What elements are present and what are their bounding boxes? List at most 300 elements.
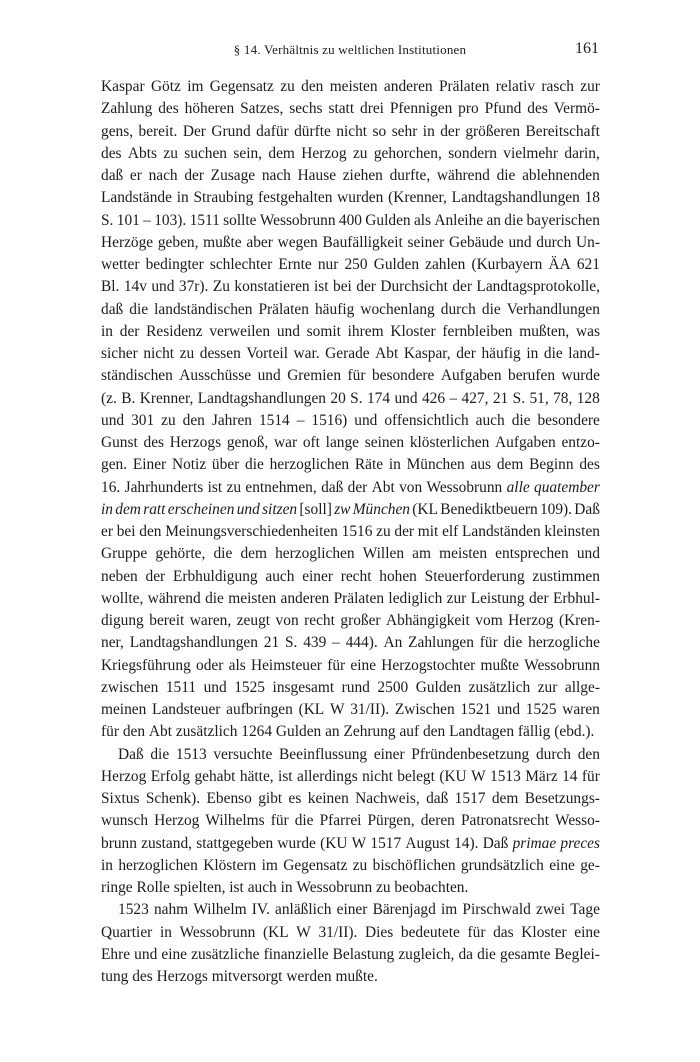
word: Hause [297, 167, 337, 184]
word: relativ [495, 78, 536, 95]
word: geben, [157, 233, 199, 251]
word: genoß, [226, 434, 269, 451]
text-line [101, 321, 600, 343]
word: Erbhuldigung [172, 567, 258, 585]
word: 426 [421, 389, 446, 407]
word: pro [458, 100, 479, 118]
word: dafür [256, 122, 289, 140]
word: kleinsten [544, 523, 600, 540]
word: Gegensatz [283, 856, 348, 874]
word: den [182, 411, 205, 429]
word: S. [101, 211, 114, 229]
word: recht [304, 612, 335, 629]
word: ziehen [342, 167, 383, 184]
word: wegen [277, 233, 318, 251]
word: Nachweis, [355, 790, 420, 807]
word: Daß [574, 500, 600, 518]
word: (z. [101, 389, 117, 407]
text-line [101, 810, 600, 832]
word: wurden [337, 189, 384, 207]
word: deren [420, 812, 455, 830]
word: so [372, 122, 387, 140]
word: oder [196, 656, 224, 674]
word: keinen [307, 790, 349, 807]
italic-word: preces [560, 834, 600, 852]
word: gesamte [500, 945, 551, 963]
word: entzo- [561, 434, 600, 451]
word: 301 [131, 411, 155, 429]
word: Beglei- [554, 945, 600, 963]
word: zur [446, 589, 467, 607]
word: Herzogs [156, 968, 208, 985]
word: die [543, 345, 563, 362]
word: Tage [570, 901, 600, 919]
word: stattgegeben [196, 834, 274, 852]
word: rund [341, 678, 370, 696]
word: 1525 [234, 678, 265, 696]
word: für [479, 634, 498, 652]
word: dürfte [294, 122, 331, 140]
word: 14). [454, 834, 479, 852]
word: zu [376, 523, 391, 540]
word: B. [121, 389, 136, 407]
word: eine [350, 656, 377, 674]
word: die [150, 745, 170, 763]
word: Bärenjagd [372, 901, 436, 919]
word: Gunst [101, 434, 138, 451]
word: 400 [338, 211, 362, 229]
word: auch [247, 879, 277, 896]
word: IV. [251, 901, 270, 919]
word: verweilen [209, 322, 271, 340]
word: (KL [412, 500, 438, 518]
word: Wessobrunn [296, 879, 373, 896]
word: neben [101, 567, 138, 585]
word: belegt [397, 767, 435, 785]
word: aus [470, 456, 492, 474]
word: lediglich [388, 589, 443, 607]
word: Der [182, 122, 206, 140]
word: hätte, [239, 767, 274, 785]
word: zeugt [236, 612, 271, 629]
word: der [119, 322, 140, 340]
word: höheren [184, 100, 235, 118]
text-line [101, 566, 600, 588]
word: darin, [564, 144, 600, 162]
word: Ehre [101, 945, 131, 963]
word: wetter [101, 256, 140, 273]
word: daß [426, 790, 449, 807]
text-line [101, 121, 600, 143]
word: – [449, 389, 458, 407]
text-line [101, 432, 600, 454]
word: was [576, 322, 600, 340]
word: das [493, 923, 514, 941]
word: Jahrhunderts [124, 478, 204, 496]
word: Anleihe [434, 211, 484, 229]
word: durch [440, 300, 476, 318]
word: ringe [101, 879, 133, 896]
word: Vorteil [246, 345, 288, 362]
word: beobachten. [394, 879, 469, 896]
word: Pfund [484, 100, 522, 118]
word: wunsch [101, 812, 149, 830]
word: 621 [576, 256, 600, 273]
word: Verhandlungen [506, 300, 600, 318]
word: 18 [584, 189, 600, 207]
word: gibt [258, 790, 283, 807]
word: Abt [371, 478, 395, 496]
page-number: 161 [575, 40, 599, 57]
italic-word: dem [115, 500, 141, 518]
word: 14 [562, 767, 578, 785]
word: als [413, 211, 432, 229]
word: 1513 [175, 745, 207, 763]
word: zu [161, 411, 176, 429]
word: (Kurbayern [471, 256, 543, 273]
word: waren, [189, 612, 232, 629]
word: zu [376, 879, 391, 896]
word: in [388, 456, 401, 474]
word: und [394, 389, 418, 407]
word: sein, [233, 144, 263, 162]
word: 1517 [454, 790, 486, 807]
word: Residenz [146, 322, 203, 340]
word: Vermö- [553, 100, 600, 118]
text-line [101, 299, 600, 321]
word: ist [314, 278, 329, 296]
word: anderen [383, 78, 433, 95]
text-line [101, 365, 600, 387]
word: 427, [461, 389, 489, 407]
word: der [145, 567, 166, 585]
word: W [351, 834, 367, 852]
text-line [101, 165, 600, 187]
word: häufig [314, 300, 355, 318]
word: der [356, 278, 376, 296]
word: Zehrung [343, 723, 396, 741]
text-line [101, 454, 600, 476]
section-title: § 14. Verhältnis zu weltlichen Institutionen [233, 42, 467, 57]
word: herzoglichen [118, 856, 198, 874]
word: Räte [354, 456, 384, 474]
word: daß [321, 478, 344, 496]
word: ist [278, 767, 293, 785]
word: dem [240, 545, 267, 563]
word: den [577, 745, 600, 763]
word: er [101, 523, 113, 540]
word: einer [336, 901, 368, 919]
word: in [526, 345, 539, 362]
word: der [184, 167, 204, 184]
word: von [399, 478, 423, 496]
word: – [332, 634, 340, 652]
word: (KL [262, 923, 289, 941]
word: die [129, 300, 149, 318]
word: oft [302, 434, 320, 451]
word: die [481, 300, 501, 318]
word: – [143, 211, 151, 229]
italic-word: alle [506, 478, 530, 496]
word: und [496, 701, 521, 718]
word: Gulden [415, 678, 462, 696]
text-line [101, 677, 600, 699]
word: nach [261, 167, 291, 184]
word: 1517 [370, 834, 402, 852]
word: Pfründenbesetzung [411, 745, 530, 763]
word: Ernte [278, 256, 312, 273]
word: 31/II). [318, 923, 358, 941]
word: rasch [541, 78, 574, 95]
word: meisten [439, 545, 488, 563]
word: 51, [529, 389, 549, 407]
word: einer [302, 567, 333, 585]
word: zu [280, 78, 295, 95]
word: Zahlungen [408, 634, 474, 652]
word: lange [325, 434, 360, 451]
word: zahlen [425, 256, 466, 273]
word: statt [328, 100, 355, 118]
word: Prälaten [438, 78, 490, 95]
word: und [101, 411, 125, 429]
word: Landtagshandlungen [197, 389, 326, 407]
text-line [101, 699, 600, 721]
word: zu [352, 856, 368, 874]
word: dem [491, 790, 519, 807]
word: 1511 [165, 678, 197, 696]
word: besondere [371, 367, 435, 385]
word: zwischen [101, 678, 159, 696]
word: zur [537, 678, 558, 696]
word: Jahren [211, 411, 252, 429]
word: Herzogs [169, 434, 222, 451]
word: der [394, 523, 415, 540]
word: zu [163, 144, 178, 162]
word: herzogliche [528, 634, 600, 652]
word: Quartier [101, 923, 153, 941]
word: auf [399, 723, 420, 741]
word: suchen [184, 144, 228, 162]
word: wurde [277, 834, 316, 852]
word: wochenlang [360, 300, 435, 318]
word: es [288, 790, 302, 807]
text-line [101, 254, 600, 276]
word: dessen [199, 345, 241, 362]
text-line [101, 610, 600, 632]
word: August [405, 834, 450, 852]
word: zusätzlich [468, 678, 531, 696]
word: anläßlich [275, 901, 332, 919]
word: anderen [280, 589, 330, 607]
word: durfte, [389, 167, 431, 184]
text-line [101, 232, 600, 254]
word: insgesamt [272, 678, 335, 696]
word: Un- [576, 233, 600, 251]
word: der [456, 345, 476, 362]
word: Zahlung [101, 100, 153, 118]
word: mitversorgt [211, 968, 283, 985]
word: in [280, 879, 293, 896]
word: 1516 [341, 523, 373, 540]
word: 1514 [258, 411, 290, 429]
word: 1513 [490, 767, 521, 785]
word: der [347, 478, 368, 496]
word: (KL [298, 701, 325, 718]
word: meinen [101, 701, 147, 718]
word: ständischen [101, 367, 173, 385]
word: Landstände [101, 189, 172, 207]
word: Benediktbeuern [440, 500, 538, 518]
running-head [0, 40, 700, 62]
italic-word: sitzen [262, 500, 298, 518]
word: konstatieren [234, 278, 310, 296]
word: (Krenner, [388, 189, 447, 207]
word: bischöflichen [372, 856, 456, 874]
word: offensichtlich [384, 411, 469, 429]
word: die [213, 545, 233, 563]
word: den [422, 723, 446, 741]
word: Pürgen, [367, 812, 415, 830]
word: war [274, 434, 298, 451]
word: Rolle [136, 879, 170, 896]
word: wurde [561, 367, 600, 385]
word: größeren [465, 122, 521, 140]
text-line [101, 899, 600, 921]
word: versuchte [213, 745, 273, 763]
word: Pfennigen [389, 100, 453, 118]
text-line [101, 76, 600, 98]
word: Abt [375, 345, 399, 362]
word: 109). [539, 500, 573, 518]
word: über [211, 456, 240, 474]
word: an [325, 723, 340, 741]
word: finanzielle [263, 945, 329, 963]
text-line [101, 766, 600, 788]
word: 174 [366, 389, 391, 407]
word: entsprechen [495, 545, 569, 563]
word: Heimsteuer [250, 656, 322, 674]
word: Gremien [287, 367, 342, 385]
word: für [581, 767, 600, 785]
word: Wessobrunn [259, 211, 336, 229]
word: Notiz [171, 456, 207, 474]
word: Meinungsverschiedenheiten [165, 523, 338, 540]
word: gehorchen, [373, 144, 442, 162]
word: die [504, 211, 524, 229]
word: Kloster [390, 322, 436, 340]
word: waren [562, 701, 600, 718]
word: zwei [535, 901, 566, 919]
word: einer [373, 745, 405, 763]
word: 1516) [311, 411, 348, 429]
word: im [261, 856, 278, 874]
text-line [101, 187, 600, 209]
text-line [101, 744, 600, 766]
word: Krenner, [139, 389, 194, 407]
word: die [205, 589, 224, 607]
word: Landtagen [449, 723, 515, 741]
word: Herzog [301, 144, 347, 162]
word: Daß [118, 745, 144, 763]
word: zu [179, 345, 195, 362]
word: des [579, 456, 600, 474]
word: Prälaten [258, 300, 309, 318]
word: 20 [330, 389, 346, 407]
word: bayerischen [526, 211, 600, 229]
word: Kriegsführung [101, 656, 191, 674]
word: zugleich, [398, 945, 455, 963]
text-line [101, 343, 600, 365]
word: Erbhul- [552, 589, 600, 607]
word: (Kren- [558, 612, 600, 629]
word: München [406, 456, 465, 474]
word: Gebäude [449, 233, 504, 251]
word: ÄA [548, 256, 571, 273]
word: und [134, 945, 158, 963]
word: aufbringen [226, 701, 293, 718]
word: Herzog [154, 812, 200, 830]
word: W [296, 923, 311, 941]
word: W [329, 701, 345, 718]
word: nicht [143, 345, 175, 362]
italic-word: zw [334, 500, 351, 518]
word: elf [442, 523, 459, 540]
text-line [101, 543, 600, 565]
word: drei [360, 100, 384, 118]
word: nahm [153, 901, 189, 919]
word: brunn [101, 834, 137, 852]
word: 21 [263, 634, 280, 652]
word: Beginn [529, 456, 574, 474]
word: Gulden [365, 211, 411, 229]
text-line [101, 877, 600, 899]
word: Ebenso [206, 790, 252, 807]
word: – [296, 411, 305, 429]
word: Einer [132, 456, 167, 474]
word: Abhängigkeit [386, 612, 470, 629]
italic-word: erscheinen [167, 500, 235, 518]
word: 101 [116, 211, 140, 229]
text-line [101, 276, 600, 298]
italic-word: quatember [534, 478, 600, 496]
word: 14v [123, 278, 147, 296]
word: herzoglichen [275, 545, 355, 563]
word: gehörte, [155, 545, 206, 563]
word: für [467, 923, 486, 941]
word: Schenk). [145, 790, 201, 807]
word: die [477, 945, 496, 963]
word: an [486, 211, 501, 229]
word: Beeinflussung [279, 745, 368, 763]
word: den [139, 523, 162, 540]
word: daß [101, 167, 124, 184]
word: (KU [439, 767, 467, 785]
word: Zu [212, 278, 230, 296]
word: häufig [481, 345, 521, 362]
word: Prälaten [333, 589, 385, 607]
word: 1523 [118, 901, 149, 919]
word: Gulden [373, 256, 420, 273]
word: 128 [576, 389, 600, 407]
word: zur [580, 78, 600, 95]
word: 21 [492, 389, 509, 407]
word: Pirschwald [462, 901, 531, 919]
word: Herzogstochter [381, 656, 476, 674]
word: Gulden [275, 723, 322, 741]
word: landständischen [154, 300, 253, 318]
text-line [101, 721, 600, 743]
word: Besetzungs- [524, 790, 600, 807]
